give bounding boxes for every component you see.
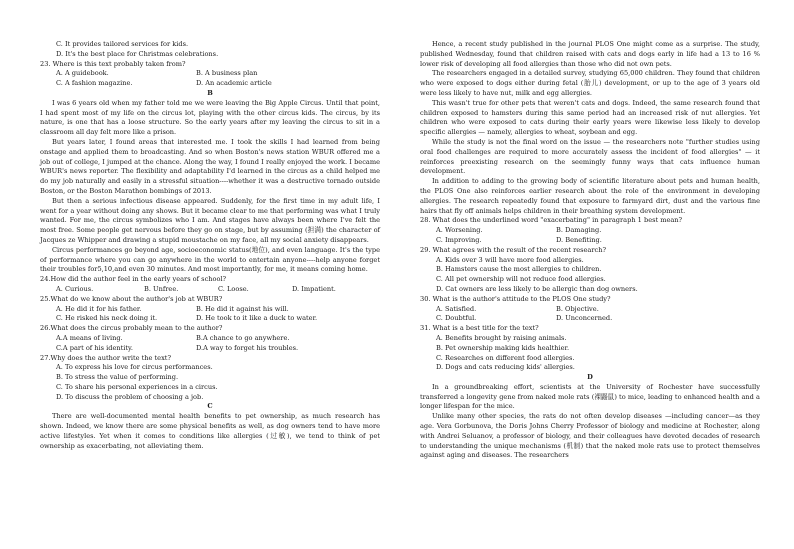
option-b: B. A business plan	[196, 69, 258, 78]
question-28: 28. What does the underlined word "exacerbating" in paragraph 1 best mean?	[420, 216, 683, 225]
option-line: C. It provides tailored services for kids.	[56, 40, 189, 48]
passage-c-paragraph-5: While the study is not the final word on the issue — the researchers note "further studies using oral food challenges are required to more accurately assess the incident of food allergies" — it reinforces preexisting research on the seemingly funny ways that cats influence human development.	[420, 137, 760, 176]
option-b: B. He did it against his will.	[196, 304, 289, 313]
passage-c-paragraph-1: There are well-documented mental health benefits to pet ownership, as much research has shown. Indeed, we know there are some physical benefits as well, as dog owners tend to have more active lifestyles. Yet when it comes to conditions like allergies (过敏), we tend to think of pet ownership as exacerbating, not alleviating them.	[40, 412, 380, 450]
option-c: C. A fashion magazine.	[56, 79, 133, 88]
passage-b-paragraph-1: I was 6 years old when my father told me we were leaving the Big Apple Circus. Until that point, I had spent most of my life on the circus lot, playing with the other circus kids. The circus, by its nature, is one that has a loose structure. So the early years after my leaving the circus to sit in a classroom all day felt more like a prison.	[40, 98, 380, 137]
option-line: D. It's the best place for Christmas celebrations.	[56, 49, 219, 58]
option-a: A.A means of living.	[56, 333, 123, 342]
option-a: A. Satisfied.	[436, 304, 477, 313]
option-c: C. Loose.	[218, 284, 249, 293]
question-26: 26.What does the circus probably mean to the author?	[40, 324, 223, 333]
question-27: 27.Why does the author write the text?	[40, 353, 171, 362]
option-a: A. Kids over 3 will have more food allergies.	[436, 255, 584, 264]
option-d: D. He took to it like a duck to water.	[196, 314, 318, 323]
option-c: C.A part of his identity.	[56, 343, 133, 352]
passage-b-paragraph-4: Circus performances go beyond age, socioeconomic status(地位), and even language. It's the type of performance where you can go anywhere in the world to entertain anyone----help anyone forget their troubles for5,10,and even 30 minutes. And most importantly, for me, it means coming home.	[40, 245, 380, 274]
passage-c-paragraph-3: The researchers engaged in a detailed survey, studying 65,000 children. They found that children who were exposed to dogs either during fetal (胎儿) development, or up to the age of 3 years old were less likely to have nut, milk and egg allergies.	[420, 69, 760, 97]
option-c: C. Improving.	[436, 235, 482, 244]
option-d: D. An academic article	[196, 79, 272, 88]
passage-b-paragraph-2: But years later, I found areas that interested me. I took the skills I had learned from being onstage and applied them to broadcasting. And so when Boston's news station WBUR offered me a job out of college, I jumped at the chance. Along the way, I found I really enjoyed the work. I became WBUR's news reporter. The flexibility and adaptability I'd learned in the circus as a child helped me do my job naturally and easily in a stressful situation----whether it was a destructive tornado outside Boston, or the Boston Marathon bombings of 2013.	[40, 137, 380, 195]
option-c: C. To share his personal experiences in a circus.	[56, 382, 218, 391]
option-d: D. Dogs and cats reducing kids' allergies.	[436, 363, 575, 372]
option-c: C. He risked his neck doing it.	[56, 314, 158, 323]
option-a: A. Worsening.	[436, 226, 483, 235]
option-a: A. A guidebook.	[56, 69, 109, 78]
passage-c-paragraph-2: Hence, a recent study published in the journal PLOS One might come as a surprise. The study, published Wednesday, found that children raised with cats and dogs early in life had a 13 to 16 % lower risk of developing all food allergies than those who did not own pets.	[420, 40, 760, 68]
section-heading-c: C	[207, 402, 213, 411]
question-25: 25.What do we know about the author's job at WBUR?	[40, 294, 223, 303]
option-d: D. Benefiting.	[556, 235, 602, 244]
passage-d-paragraph-1: In a groundbreaking effort, scientists at the University of Rochester have successfully transferred a longevity gene from naked mole rats (裸鼹鼠) to mice, leading to enhanced health and a longer lifespan for the mice.	[420, 382, 760, 411]
option-b: B. To stress the value of performing.	[56, 373, 179, 382]
option-d: D.A way to forget his troubles.	[196, 343, 299, 352]
option-b: B. Objective.	[556, 304, 599, 313]
option-b: B. Unfree.	[144, 284, 179, 293]
option-b: B. Hamsters cause the most allergies to children.	[436, 265, 602, 274]
passage-c-paragraph-6: In addition to adding to the growing body of scientific literature about pets and human health, the PLOS One also reinforces earlier research about the role of the environment in developing allergies. The research repeatedly found that exposure to farmyard dirt, dust and the various fine hairs that fly off animals helps children in their breathing system development.	[420, 177, 760, 215]
right-column	[420, 40, 760, 461]
question-23: 23. Where is this text probably taken from?	[40, 59, 186, 68]
passage-d-paragraph-2: Unlike many other species, the rats do not often develop diseases —including cancer—as they age. Vera Gorbunova, the Doris Johns Cherry Professor of biology and medicine at Rochester, along with Andrei Seluanov, a professor of biology, and their colleagues have devoted decades of research to understanding the unique mechanisms (机制) that the naked mole rats use to protect themselves against aging and diseases. The researchers	[420, 412, 760, 460]
option-a: A. Curious.	[56, 284, 94, 293]
left-column	[40, 40, 380, 451]
option-a: A. Benefits brought by raising animals.	[436, 333, 567, 342]
option-b: B. Damaging.	[556, 226, 602, 235]
section-heading-d: D	[587, 373, 593, 382]
question-31: 31. What is a best title for the text?	[420, 324, 539, 333]
option-c: C. Researches on different food allergies.	[436, 353, 575, 362]
option-d: D. Impatient.	[292, 284, 336, 293]
passage-b-paragraph-3: But then a serious infectious disease appeared. Suddenly, for the first time in my adult life, I went for a year without doing any shows. But it became clear to me that performing was what I truly wanted. For me, the circus symbolizes who I am. And stages have always been where I've felt the most free. Some people get nervous before they go on stage, but by assuming (担满) the character of Jacques ze Whipper and drawing a stupid moustache on my face, all my social anxiety disappears.	[40, 196, 380, 244]
option-d: D. Unconcerned.	[556, 314, 613, 323]
option-d: D. To discuss the problem of choosing a job.	[56, 392, 204, 401]
section-heading-b: B	[207, 88, 213, 97]
option-b: B. Pet ownership making kids healthier.	[436, 343, 570, 352]
option-d: D. Cat owners are less likely to be allergic than dog owners.	[436, 284, 638, 293]
question-30: 30. What is the author's attitude to the PLOS One study?	[420, 294, 611, 303]
option-a: A. To express his love for circus performances.	[56, 363, 213, 372]
passage-c-paragraph-4: This wasn't true for other pets that weren't cats and dogs. Indeed, the same research found that children exposed to hamsters during this same period had an increased risk of nut allergies. Yet children who were exposed to cats during their early years were likewise less likely to develop specific allergies — namely, allergies to wheat, soybean and egg.	[420, 98, 760, 137]
option-c: C. All pet ownership will not reduce food allergies.	[436, 275, 606, 284]
option-c: C. Doubtful.	[436, 314, 477, 323]
option-b: B.A chance to go anywhere.	[196, 333, 290, 342]
question-24: 24.How did the author feel in the early years of school?	[40, 275, 227, 284]
option-a: A. He did it for his father.	[56, 304, 142, 313]
question-29: 29. What agrees with the result of the recent research?	[420, 245, 606, 254]
